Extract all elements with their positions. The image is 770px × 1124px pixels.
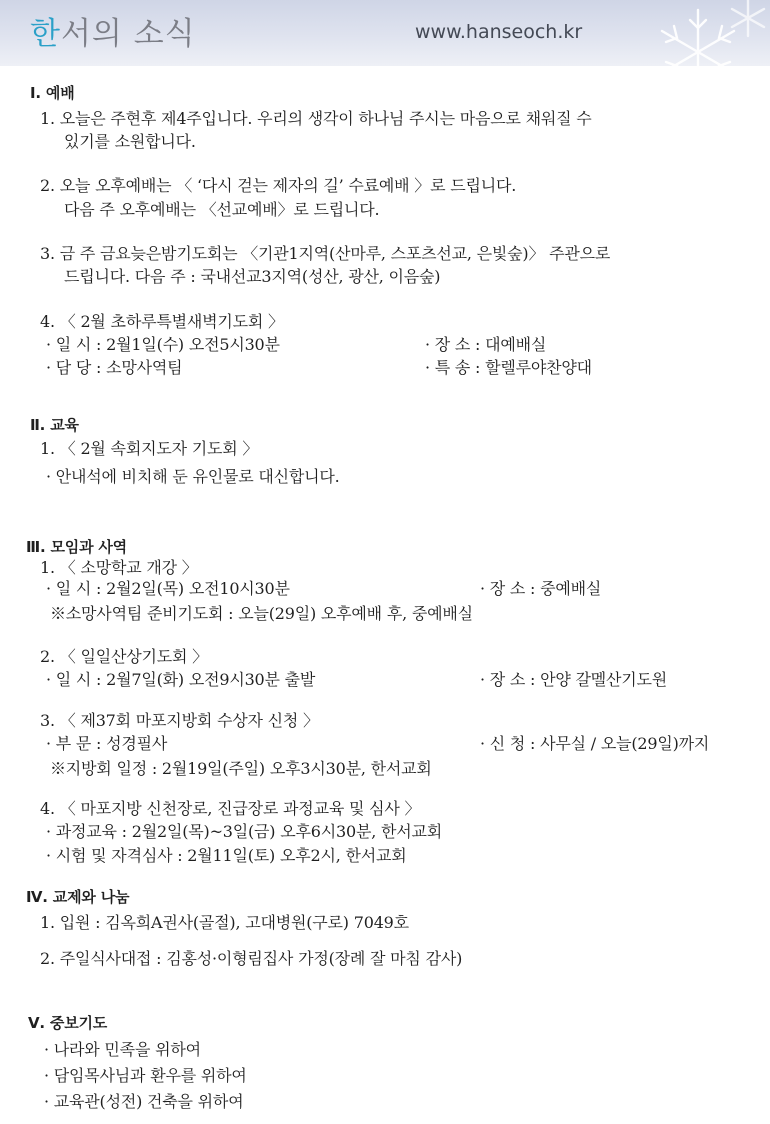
meetings-item-2-datetime: · 일 시 : 2월7일(화) 오전9시30분 출발 [46,670,316,689]
worship-item-1-line-2: 있기를 소원합니다. [64,132,196,151]
worship-item-4-special-song: · 특 송 : 할렐루야찬양대 [425,358,592,377]
meetings-item-1-datetime: · 일 시 : 2월2일(목) 오전10시30분 [46,579,290,598]
fellowship-item-1: 1. 입원 : 김옥희A권사(골절), 고대병원(구로) 7049호 [40,913,409,932]
meetings-item-3-title: 3. 〈 제37회 마포지방회 수상자 신청 〉 [40,711,319,730]
meetings-item-4-title: 4. 〈 마포지방 신천장로, 진급장로 과정교육 및 심사 〉 [40,799,421,818]
meetings-item-4-training: · 과정교육 : 2월2일(목)~3일(금) 오후6시30분, 한서교회 [46,822,442,841]
worship-item-4-manager: · 담 당 : 소망사역팀 [46,358,183,377]
worship-item-3-line-1: 3. 금 주 금요늦은밤기도회는 〈기관1지역(산마루, 스포츠선교, 은빛숲)〉 주관으로 [40,244,611,263]
worship-item-3-line-2: 드립니다. 다음 주 : 국내선교3지역(성산, 광산, 이음숲) [64,267,441,286]
section-heading-worship: Ⅰ. 예배 [30,84,75,102]
website-url: www.hanseoch.kr [415,21,583,43]
section-heading-intercession: Ⅴ. 중보기도 [28,1014,108,1032]
worship-item-2-line-1: 2. 오늘 오후예배는 〈 ‘다시 걷는 제자의 길’ 수료예배 〉로 드립니다. [40,176,517,195]
meetings-item-1-title: 1. 〈 소망학교 개강 〉 [40,558,198,577]
worship-item-4-datetime: · 일 시 : 2월1일(수) 오전5시30분 [46,335,280,354]
meetings-item-2-title: 2. 〈 일일산상기도회 〉 [40,647,208,666]
meetings-item-1-place: · 장 소 : 중예배실 [480,579,602,598]
worship-item-4-title: 4. 〈 2월 초하루특별새벽기도회 〉 [40,312,284,331]
meetings-item-1-note: ※소망사역팀 준비기도회 : 오늘(29일) 오후예배 후, 중예배실 [50,604,473,623]
newsletter-title [30,8,196,53]
newsletter-header [0,0,770,66]
section-heading-fellowship: Ⅳ. 교제와 나눔 [26,888,130,906]
education-item-1-detail: · 안내석에 비치해 둔 유인물로 대신합니다. [46,467,340,486]
snowflake-icon [580,0,770,66]
meetings-item-4-exam: · 시험 및 자격심사 : 2월11일(토) 오후2시, 한서교회 [46,846,407,865]
worship-item-2-line-2: 다음 주 오후예배는 〈선교예배〉로 드립니다. [64,200,380,219]
worship-item-4-place: · 장 소 : 대예배실 [425,335,547,354]
meetings-item-3-note: ※지방회 일정 : 2월19일(주일) 오후3시30분, 한서교회 [50,759,432,778]
intercession-item-2: · 담임목사님과 환우를 위하여 [44,1066,247,1085]
meetings-item-3-category: · 부 문 : 성경필사 [46,734,168,753]
education-item-1-title: 1. 〈 2월 속회지도자 기도회 〉 [40,439,259,458]
intercession-item-3: · 교육관(성전) 건축을 위하여 [44,1092,244,1111]
worship-item-1-line-1: 1. 오늘은 주현후 제4주입니다. 우리의 생각이 하나님 주시는 마음으로 채워질 수 [40,109,592,128]
meetings-item-3-apply: · 신 청 : 사무실 / 오늘(29일)까지 [480,734,710,753]
meetings-item-2-place: · 장 소 : 안양 갈멜산기도원 [480,670,668,689]
section-heading-education: Ⅱ. 교육 [30,416,79,434]
title-accent: 한 [30,16,61,52]
intercession-item-1: · 나라와 민족을 위하여 [44,1040,201,1059]
fellowship-item-2: 2. 주일식사대접 : 김홍성·이형림집사 가정(장례 잘 마침 감사) [40,949,463,968]
title-rest: 서의 소식 [60,16,196,52]
section-heading-meetings: Ⅲ. 모임과 사역 [26,538,127,556]
